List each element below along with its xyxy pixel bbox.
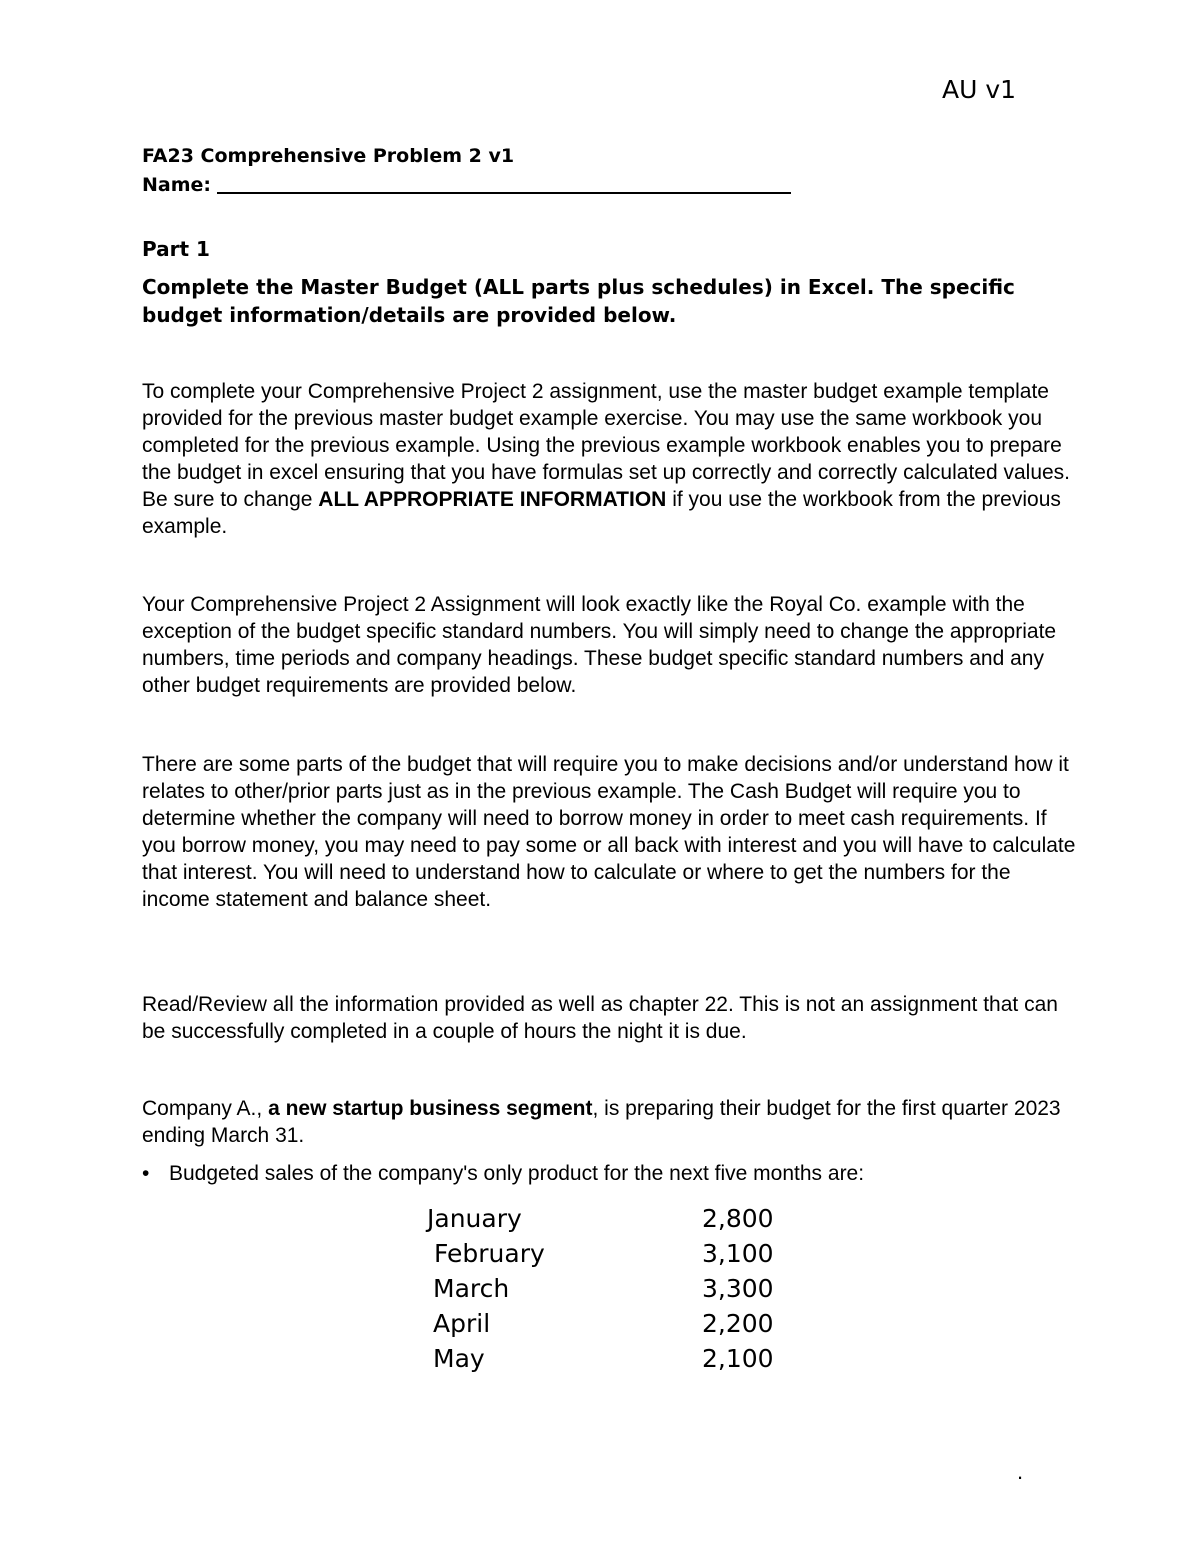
paragraph-company (142, 1095, 1082, 1149)
paragraph-text: , is preparing their budget for the first quarter 2023 ending March 31. (142, 1097, 1061, 1147)
sales-month: January (427, 1204, 522, 1233)
sales-month: March (433, 1274, 510, 1303)
document-title: FA23 Comprehensive Problem 2 v1 (142, 145, 515, 167)
sales-month: May (433, 1344, 485, 1373)
sales-units: 2,100 (702, 1344, 774, 1373)
paragraph-text: if you use the workbook from the previous example. (142, 488, 1061, 538)
paragraph-emphasis: ALL APPROPRIATE INFORMATION (318, 488, 667, 511)
part-heading: Part 1 (142, 237, 210, 261)
title-block (142, 142, 791, 199)
sales-units: 2,800 (702, 1204, 774, 1233)
paragraph-emphasis: a new startup business segment (268, 1097, 593, 1120)
bullet-icon: • (142, 1162, 150, 1185)
paragraph-text: To complete your Comprehensive Project 2 assignment, use the master budget example template provided for the previous master budget example exercise. You may use the same workbook you completed for the previous example. Using the previous example workbook enables you to prepare the budget in excel ensuring that you have formulas set up correctly and correctly calculated values. Be sure to change (142, 380, 1071, 511)
paragraph-decisions: There are some parts of the budget that will require you to make decisions and/or understand how it relates to other/prior parts just as in the previous example. The Cash Budget will require you to determine whether the company will need to borrow money in order to meet cash requirements. If you borrow money, you may need to pay some or all back with interest and you will have to calculate that interest. You will need to understand how to calculate or where to get the numbers for the income statement and balance sheet. (142, 753, 1076, 911)
sales-units: 3,100 (702, 1239, 774, 1268)
bullet-sales-intro (142, 1160, 1102, 1187)
sales-units: 2,200 (702, 1309, 774, 1338)
part-instruction: Complete the Master Budget (ALL parts plus schedules) in Excel. The specific budget information/details are provided below. (142, 275, 1015, 327)
version-label: AU v1 (942, 75, 1017, 104)
bullet-text: Budgeted sales of the company's only product for the next five months are: (169, 1162, 865, 1185)
paragraph-review: Read/Review all the information provided as well as chapter 22. This is not an assignment that can be successfully completed in a couple of hours the night it is due. (142, 993, 1058, 1043)
sales-units: 3,300 (702, 1274, 774, 1303)
paragraph-royal-example: Your Comprehensive Project 2 Assignment will look exactly like the Royal Co. example with the exception of the budget specific standard numbers. You will simply need to change the appropriate numbers, time periods and company headings. These budget specific standard numbers and any other budget requirements are provided below. (142, 593, 1057, 697)
footer-mark: . (1017, 1459, 1024, 1484)
paragraph-template-instructions (142, 378, 1082, 540)
sales-month: April (433, 1309, 491, 1338)
sales-month: February (434, 1239, 545, 1268)
name-label: Name: (142, 174, 212, 196)
name-blank-line (217, 170, 791, 194)
name-line (142, 170, 791, 199)
paragraph-text: Company A., (142, 1097, 269, 1120)
